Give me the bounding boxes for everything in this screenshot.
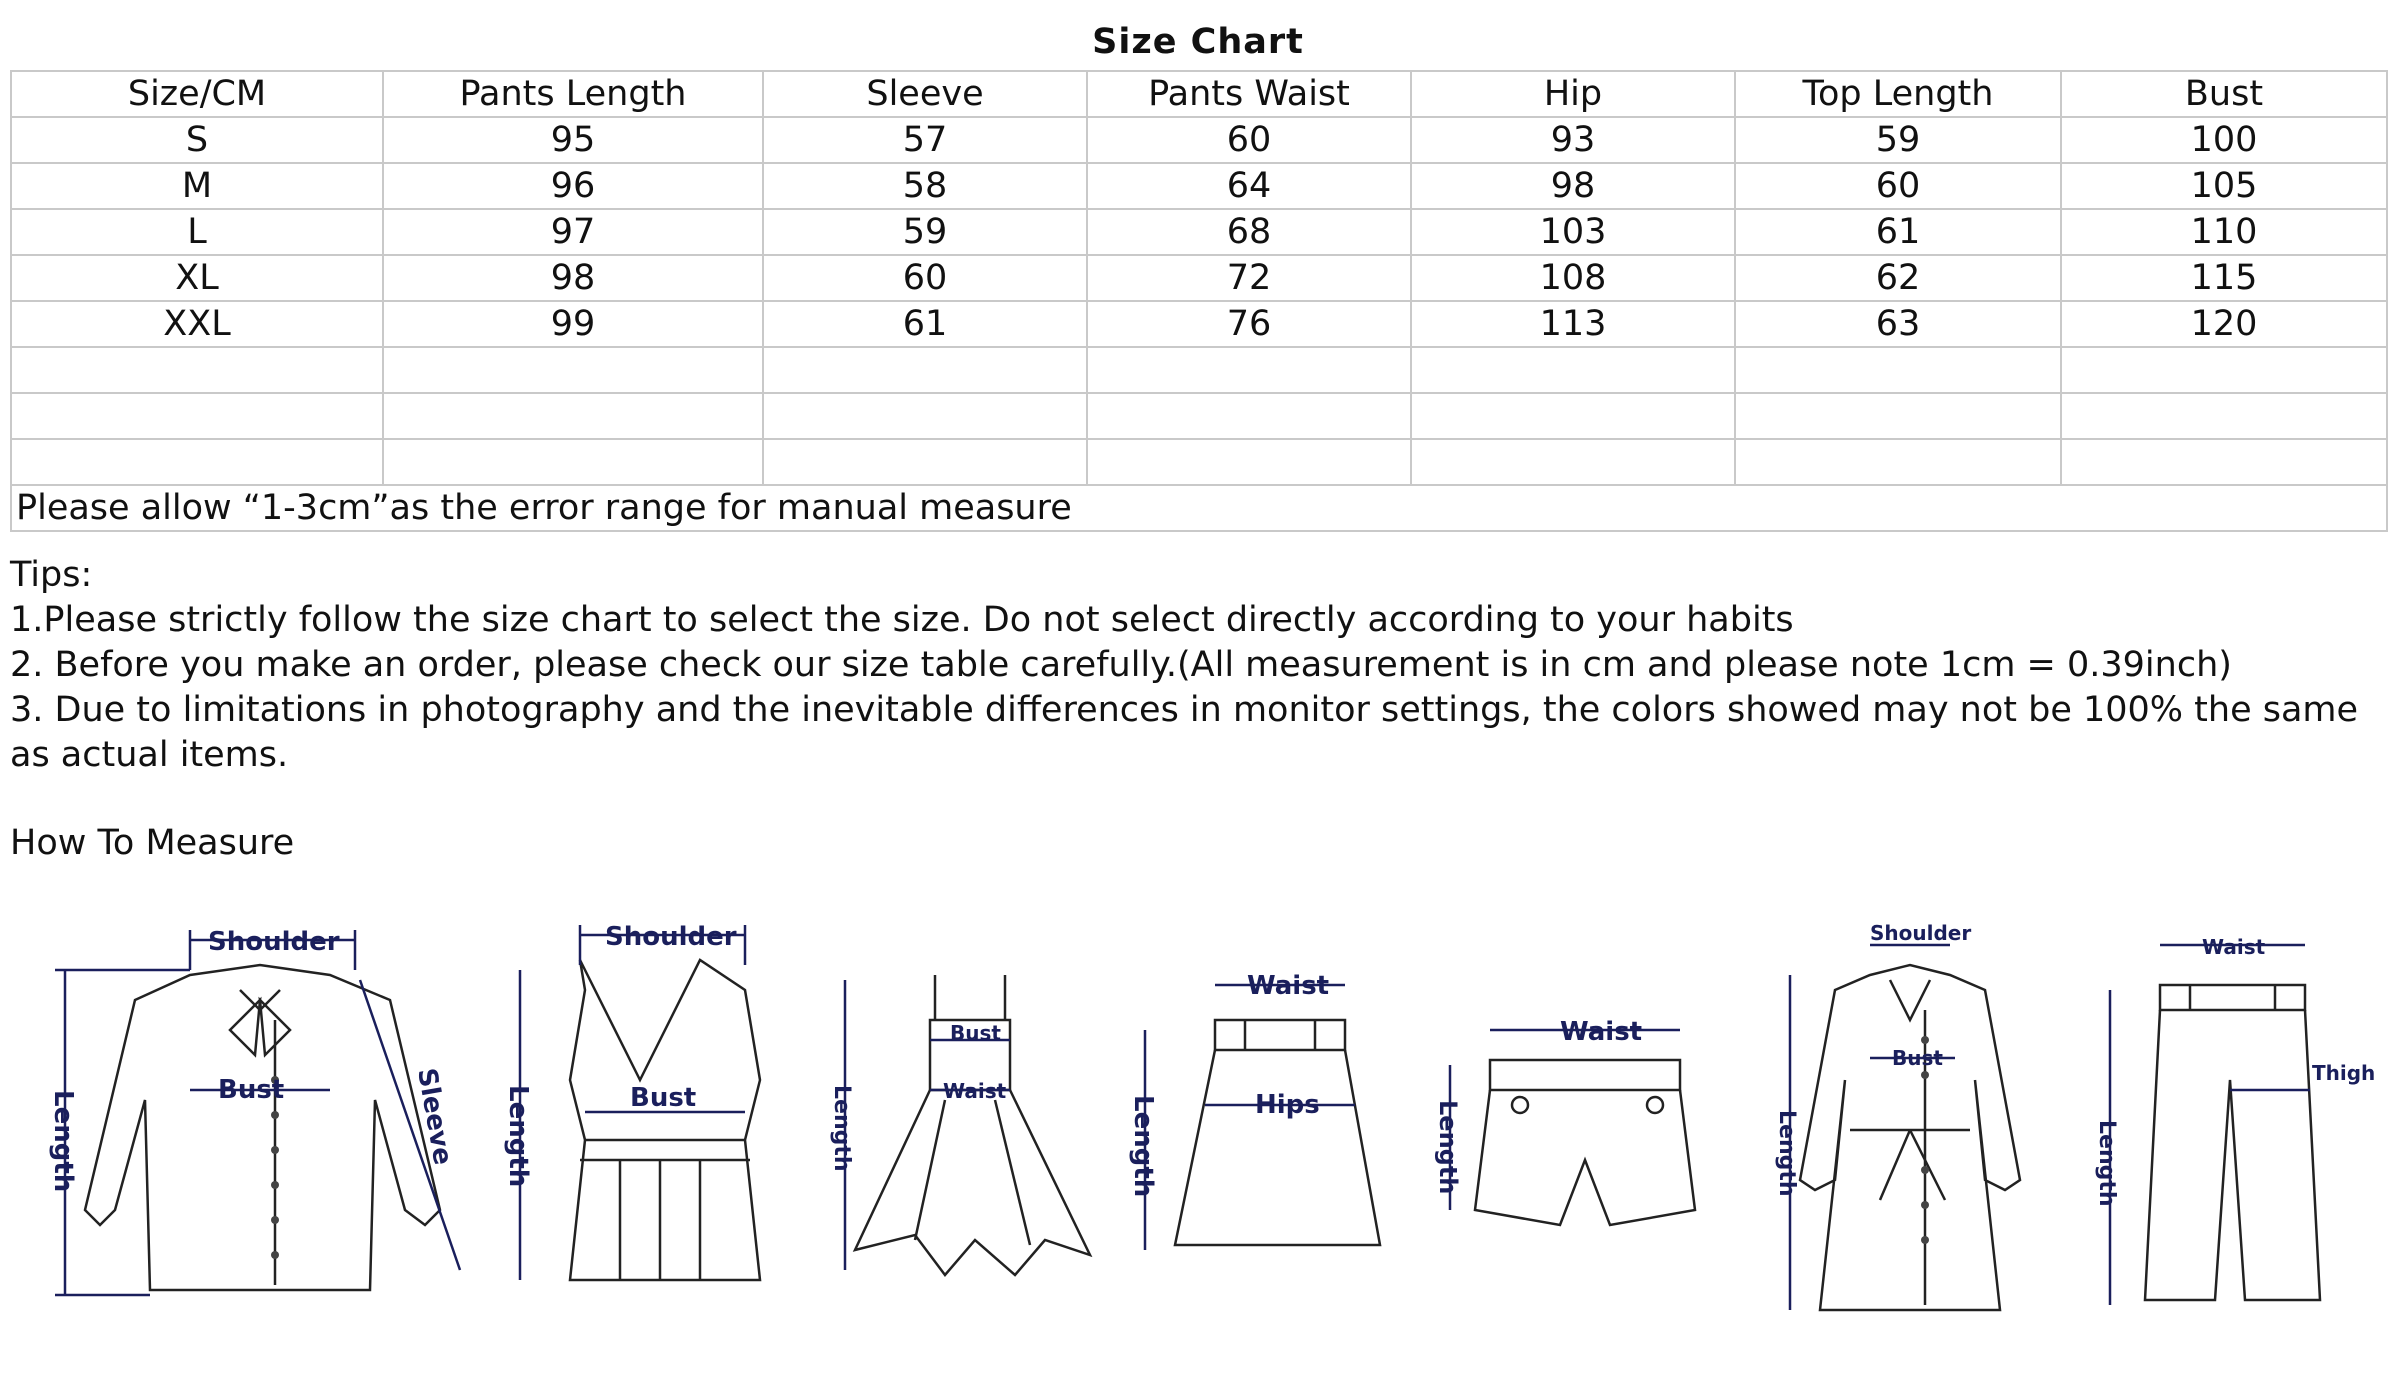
length-label: Length [2094,1120,2119,1207]
waist-label: Waist [943,1079,1007,1103]
table-cell: 61 [1735,209,2061,255]
bust-label: Bust [630,1083,697,1113]
shoulder-label: Shoulder [605,922,737,952]
table-row [11,301,2387,347]
header-cell: Sleeve [763,71,1087,117]
waist-label: Waist [1560,1017,1643,1047]
table-cell: 120 [2061,301,2387,347]
length-label: Length [1434,1100,1462,1195]
header-cell: Pants Waist [1087,71,1411,117]
tip-item: 2. Before you make an order, please check our size table carefully.(All measurement is in cm and please note 1cm = 0.39inch) [10,645,2232,685]
thigh-label: Thigh [2312,1061,2376,1085]
skirt-measure-illustration [1115,880,1405,1320]
table-cell: 110 [2061,209,2387,255]
table-cell: 96 [383,163,763,209]
empty-row [11,347,2387,393]
table-cell: XL [11,255,383,301]
bust-label: Bust [1892,1046,1943,1070]
hips-label: Hips [1255,1090,1320,1120]
tips-section [10,553,2380,778]
table-cell: 76 [1087,301,1411,347]
tip-item: 3. Due to limitations in photography and the inevitable differences in monitor settings, the colors showed may not be 100% the same as actual items. [10,690,2359,775]
length-label: Length [503,1085,533,1188]
table-cell: 68 [1087,209,1411,255]
table-cell: 58 [763,163,1087,209]
length-label: Length [48,1090,78,1193]
table-cell: 98 [383,255,763,301]
shirt-measure-illustration [40,880,480,1320]
length-label: Length [1128,1095,1158,1198]
error-range-note: Please allow “1-3cm”as the error range for manual measure [11,485,2387,531]
shoulder-label: Shoulder [1870,921,1972,945]
coat-measure-illustration [1760,880,2060,1320]
table-cell: 99 [383,301,763,347]
table-cell: 95 [383,117,763,163]
table-cell: 62 [1735,255,2061,301]
table-cell: 61 [763,301,1087,347]
bust-label: Bust [950,1021,1001,1045]
table-cell: 59 [1735,117,2061,163]
waist-label: Waist [2202,935,2266,959]
header-cell: Pants Length [383,71,763,117]
tips-heading: Tips: [10,555,93,595]
length-label: Length [1774,1110,1799,1197]
table-cell: XXL [11,301,383,347]
table-cell: 59 [763,209,1087,255]
table-cell: 72 [1087,255,1411,301]
table-cell: 115 [2061,255,2387,301]
dress-measure-illustration [815,880,1095,1320]
table-cell: 113 [1411,301,1735,347]
table-row [11,163,2387,209]
header-cell: Bust [2061,71,2387,117]
table-row [11,255,2387,301]
sleeve-label: Sleeve [411,1066,458,1168]
table-cell: M [11,163,383,209]
table-cell: 108 [1411,255,1735,301]
table-row [11,117,2387,163]
header-cell: Size/CM [11,71,383,117]
bust-label: Bust [218,1075,285,1105]
table-cell: 63 [1735,301,2061,347]
table-cell: 93 [1411,117,1735,163]
shorts-measure-illustration [1420,880,1710,1320]
table-cell: 98 [1411,163,1735,209]
note-row [11,485,2387,531]
measure-illustrations [0,880,2396,1380]
table-cell: 57 [763,117,1087,163]
length-label: Length [829,1085,854,1172]
shoulder-label: Shoulder [208,927,340,957]
table-cell: 60 [763,255,1087,301]
table-cell: 60 [1735,163,2061,209]
how-to-measure-heading: How To Measure [10,823,295,863]
table-cell: 60 [1087,117,1411,163]
table-cell: 100 [2061,117,2387,163]
size-chart-table [10,70,2388,532]
header-cell: Top Length [1735,71,2061,117]
table-cell: S [11,117,383,163]
table-cell: 105 [2061,163,2387,209]
vest-measure-illustration [490,880,790,1320]
pants-measure-illustration [2080,880,2380,1320]
empty-row [11,439,2387,485]
table-cell: 103 [1411,209,1735,255]
table-row [11,209,2387,255]
table-header-row [11,71,2387,117]
empty-row [11,393,2387,439]
tip-item: 1.Please strictly follow the size chart to select the size. Do not select directly according to your habits [10,600,1794,640]
table-cell: 64 [1087,163,1411,209]
table-cell: L [11,209,383,255]
chart-title: Size Chart [1092,22,1304,62]
table-cell: 97 [383,209,763,255]
header-cell: Hip [1411,71,1735,117]
waist-label: Waist [1247,971,1330,1001]
